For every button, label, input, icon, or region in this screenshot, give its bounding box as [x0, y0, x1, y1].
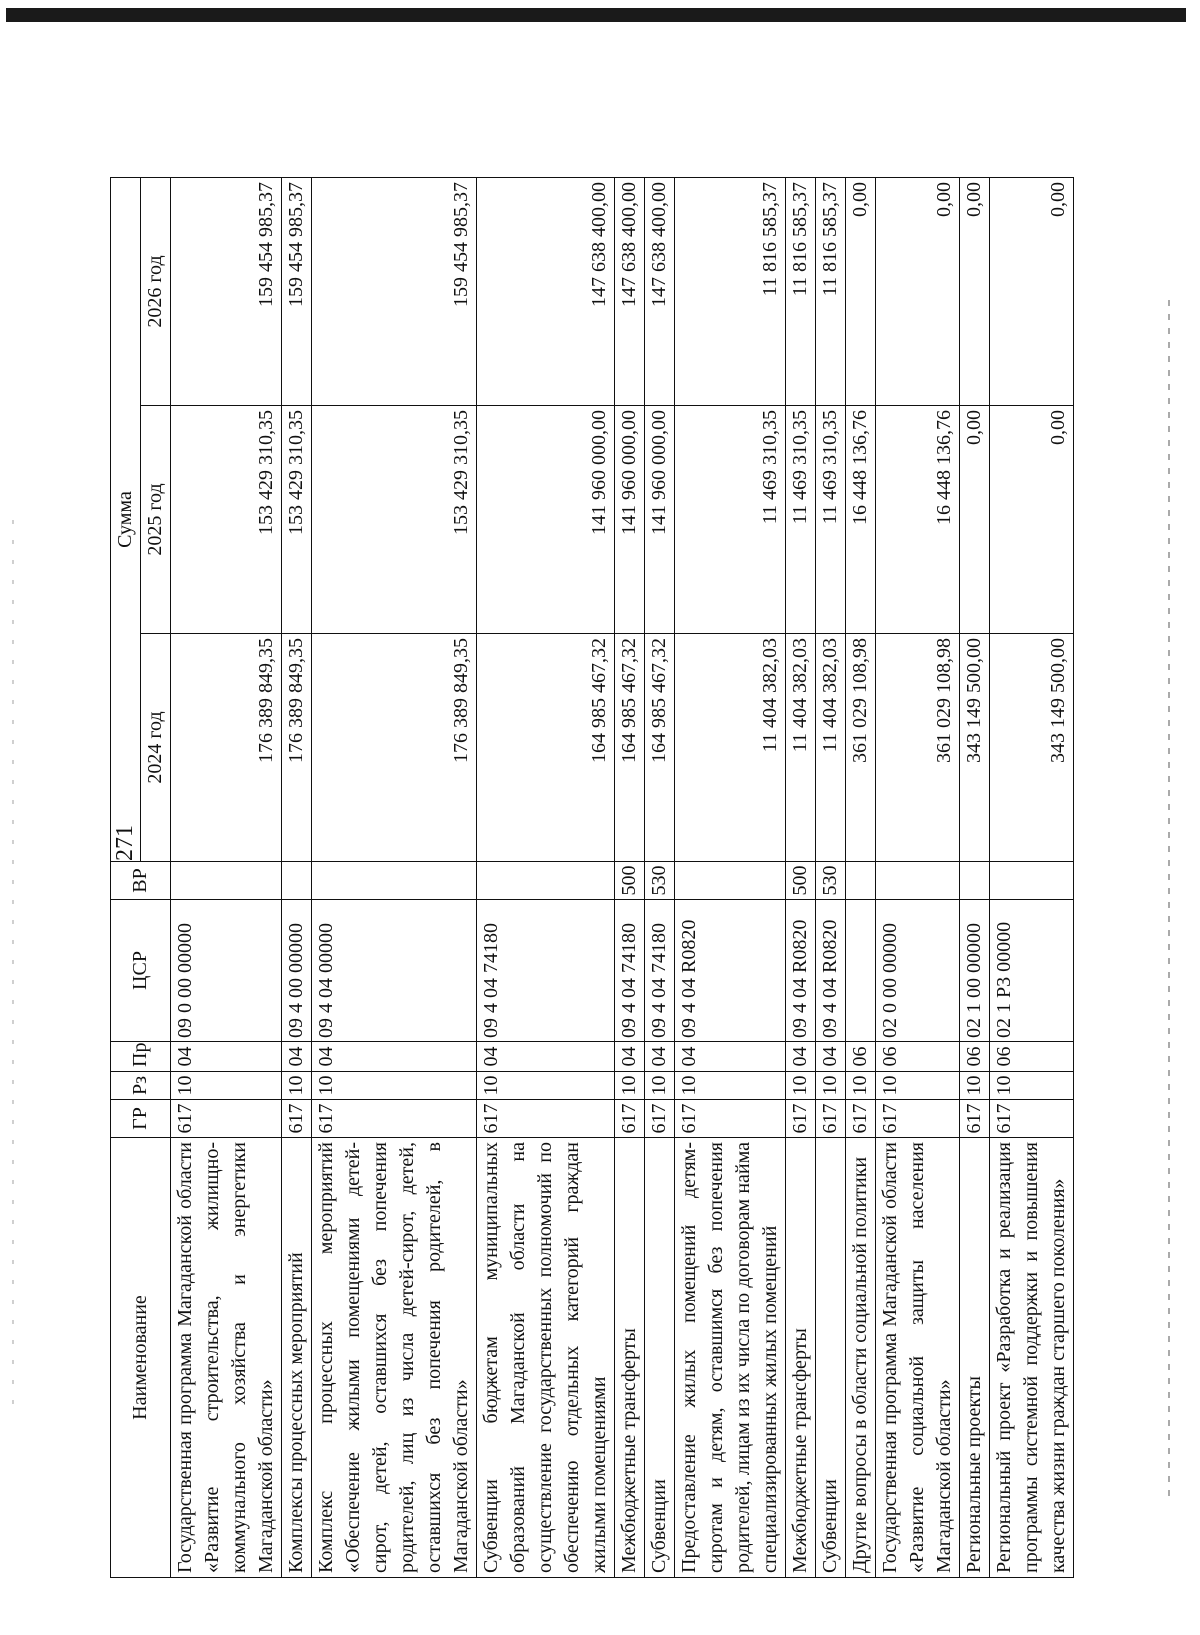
cell-rz: 10 [786, 1072, 816, 1100]
cell-2025: 0,00 [990, 406, 1074, 634]
cell-2024: 11 404 382,03 [786, 634, 816, 862]
cell-rz: 10 [282, 1072, 312, 1100]
cell-csr: 09 0 00 00000 [171, 900, 282, 1042]
header-name: Наименование [111, 1138, 171, 1578]
cell-vr [282, 862, 312, 900]
cell-gr: 617 [816, 1100, 846, 1138]
header-sum: Сумма [111, 177, 141, 861]
cell-name: Межбюджетные трансферты [786, 1138, 816, 1578]
cell-csr: 09 4 04 R0820 [675, 900, 786, 1042]
cell-pr: 06 [846, 1042, 876, 1072]
cell-name: Межбюджетные трансферты [615, 1138, 645, 1578]
cell-2024: 176 389 849,35 [312, 634, 477, 862]
cell-2026: 11 816 585,37 [816, 177, 846, 405]
table-row [876, 177, 960, 1577]
cell-2024: 164 985 467,32 [615, 634, 645, 862]
cell-2025: 141 960 000,00 [615, 406, 645, 634]
cell-2025: 153 429 310,35 [282, 406, 312, 634]
scan-top-edge [6, 8, 1186, 22]
cell-gr: 617 [786, 1100, 816, 1138]
cell-2024: 176 389 849,35 [282, 634, 312, 862]
cell-2026: 0,00 [876, 177, 960, 405]
cell-rz: 10 [960, 1072, 990, 1100]
cell-pr: 04 [171, 1042, 282, 1072]
cell-name: Государственная программа Магаданской области «Развитие строительства, жилищно-коммунального хозяйства и энергетики Магаданской области» [171, 1138, 282, 1578]
cell-csr: 09 4 04 74180 [645, 900, 675, 1042]
page-number: 271 [112, 825, 138, 861]
header-csr: ЦСР [111, 900, 171, 1042]
cell-2025: 16 448 136,76 [876, 406, 960, 634]
table-row [282, 177, 312, 1577]
cell-gr: 617 [960, 1100, 990, 1138]
cell-2026: 147 638 400,00 [477, 177, 615, 405]
table-row [675, 177, 786, 1577]
cell-csr: 09 4 04 00000 [312, 900, 477, 1042]
cell-pr: 04 [675, 1042, 786, 1072]
table-row [615, 177, 645, 1577]
cell-vr [477, 862, 615, 900]
cell-rz: 10 [990, 1072, 1074, 1100]
cell-name: Комплексы процессных мероприятий [282, 1138, 312, 1578]
cell-2024: 343 149 500,00 [990, 634, 1074, 862]
cell-csr: 09 4 04 R0820 [786, 900, 816, 1042]
cell-gr: 617 [846, 1100, 876, 1138]
header-2026: 2026 год [141, 177, 171, 405]
cell-2025: 11 469 310,35 [675, 406, 786, 634]
cell-vr [960, 862, 990, 900]
cell-pr: 06 [876, 1042, 960, 1072]
cell-2025: 141 960 000,00 [477, 406, 615, 634]
cell-rz: 10 [846, 1072, 876, 1100]
cell-2026: 159 454 985,37 [312, 177, 477, 405]
cell-2026: 159 454 985,37 [171, 177, 282, 405]
table-row [960, 177, 990, 1577]
cell-csr: 09 4 00 00000 [282, 900, 312, 1042]
cell-2025: 11 469 310,35 [786, 406, 816, 634]
cell-name: Субвенции бюджетам муниципальных образований Магаданской области на осуществление государственных полномочий по обеспечению отдельных категорий граждан жилыми помещениями [477, 1138, 615, 1578]
cell-rz: 10 [816, 1072, 846, 1100]
budget-table [110, 177, 1074, 1578]
cell-pr: 04 [282, 1042, 312, 1072]
cell-gr: 617 [282, 1100, 312, 1138]
cell-2024: 361 029 108,98 [876, 634, 960, 862]
table-row [645, 177, 675, 1577]
cell-2026: 0,00 [990, 177, 1074, 405]
cell-name: Комплекс процессных мероприятий «Обеспечение жилыми помещениями детей-сирот, детей, оставшихся без попечения родителей, лиц из числа детей-сирот, детей, оставшихся без попечения родителей, в Магаданской области» [312, 1138, 477, 1578]
table-row [171, 177, 282, 1577]
header-rz: Рз [111, 1072, 171, 1100]
cell-csr: 02 0 00 00000 [876, 900, 960, 1042]
cell-pr: 06 [960, 1042, 990, 1072]
cell-vr [876, 862, 960, 900]
cell-vr [312, 862, 477, 900]
cell-2024: 164 985 467,32 [645, 634, 675, 862]
table-row [990, 177, 1074, 1577]
cell-2024: 11 404 382,03 [816, 634, 846, 862]
table-row [312, 177, 477, 1577]
cell-vr: 530 [816, 862, 846, 900]
cell-rz: 10 [477, 1072, 615, 1100]
cell-gr: 617 [876, 1100, 960, 1138]
cell-vr [171, 862, 282, 900]
cell-vr: 500 [615, 862, 645, 900]
cell-rz: 10 [675, 1072, 786, 1100]
header-vr: ВР [111, 862, 171, 900]
cell-rz: 10 [876, 1072, 960, 1100]
cell-gr: 617 [171, 1100, 282, 1138]
cell-2025: 0,00 [960, 406, 990, 634]
cell-vr [675, 862, 786, 900]
rotated-table-container [110, 178, 1069, 1578]
cell-2026: 0,00 [846, 177, 876, 405]
scan-artifact-right [12, 520, 14, 1420]
cell-gr: 617 [990, 1100, 1074, 1138]
cell-csr: 02 1 00 00000 [960, 900, 990, 1042]
cell-2024: 164 985 467,32 [477, 634, 615, 862]
cell-rz: 10 [171, 1072, 282, 1100]
cell-2024: 361 029 108,98 [846, 634, 876, 862]
cell-gr: 617 [675, 1100, 786, 1138]
cell-pr: 04 [645, 1042, 675, 1072]
cell-2026: 0,00 [960, 177, 990, 405]
cell-2024: 176 389 849,35 [171, 634, 282, 862]
table-row [477, 177, 615, 1577]
cell-csr: 09 4 04 R0820 [816, 900, 846, 1042]
cell-csr: 09 4 04 74180 [615, 900, 645, 1042]
cell-2025: 141 960 000,00 [645, 406, 675, 634]
header-row-1 [111, 177, 141, 1577]
cell-pr: 04 [615, 1042, 645, 1072]
cell-csr: 09 4 04 74180 [477, 900, 615, 1042]
cell-2024: 11 404 382,03 [675, 634, 786, 862]
header-pr: Пр [111, 1042, 171, 1072]
table-row [786, 177, 816, 1577]
header-2025: 2025 год [141, 406, 171, 634]
cell-name: Субвенции [645, 1138, 675, 1578]
cell-name: Предоставление жилых помещений детям-сиротам и детям, оставшимся без попечения родителей, лицам из их числа по договорам найма специализированных жилых помещений [675, 1138, 786, 1578]
cell-csr [846, 900, 876, 1042]
cell-vr: 500 [786, 862, 816, 900]
cell-rz: 10 [615, 1072, 645, 1100]
cell-2025: 153 429 310,35 [312, 406, 477, 634]
cell-name: Субвенции [816, 1138, 846, 1578]
cell-gr: 617 [477, 1100, 615, 1138]
table-row [816, 177, 846, 1577]
cell-name: Государственная программа Магаданской области «Развитие социальной защиты населения Магаданской области» [876, 1138, 960, 1578]
cell-gr: 617 [615, 1100, 645, 1138]
cell-pr: 04 [477, 1042, 615, 1072]
header-gr: ГР [111, 1100, 171, 1138]
scan-artifact-left [1168, 300, 1170, 1500]
cell-2024: 343 149 500,00 [960, 634, 990, 862]
table-row [846, 177, 876, 1577]
cell-2026: 147 638 400,00 [645, 177, 675, 405]
header-2024: 2024 год [141, 634, 171, 862]
cell-pr: 04 [312, 1042, 477, 1072]
cell-vr: 530 [645, 862, 675, 900]
cell-name: Региональный проект «Разработка и реализация программы системной поддержки и повышения качества жизни граждан старшего поколения» [990, 1138, 1074, 1578]
cell-vr [990, 862, 1074, 900]
cell-2025: 11 469 310,35 [816, 406, 846, 634]
cell-pr: 04 [786, 1042, 816, 1072]
cell-name: Региональные проекты [960, 1138, 990, 1578]
cell-2026: 147 638 400,00 [615, 177, 645, 405]
cell-csr: 02 1 Р3 00000 [990, 900, 1074, 1042]
cell-pr: 06 [990, 1042, 1074, 1072]
cell-2025: 153 429 310,35 [171, 406, 282, 634]
cell-2025: 16 448 136,76 [846, 406, 876, 634]
cell-gr: 617 [312, 1100, 477, 1138]
cell-name: Другие вопросы в области социальной политики [846, 1138, 876, 1578]
cell-rz: 10 [312, 1072, 477, 1100]
cell-2026: 11 816 585,37 [786, 177, 816, 405]
cell-pr: 04 [816, 1042, 846, 1072]
cell-2026: 159 454 985,37 [282, 177, 312, 405]
cell-rz: 10 [645, 1072, 675, 1100]
cell-gr: 617 [645, 1100, 675, 1138]
cell-2026: 11 816 585,37 [675, 177, 786, 405]
cell-vr [846, 862, 876, 900]
